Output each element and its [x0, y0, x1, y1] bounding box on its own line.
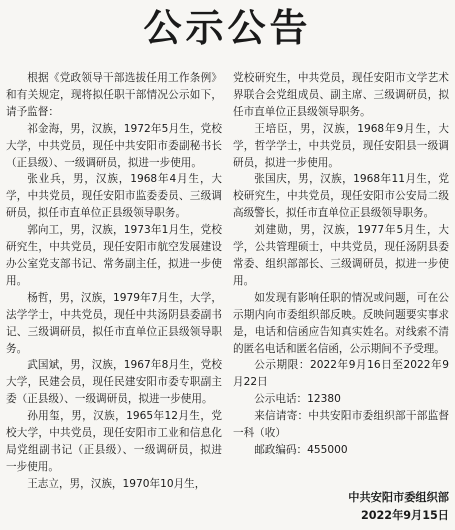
candidate-paragraph: 刘建勋，男，汉族，1977年5月生，大学，公共管理硕士，中共党员，现任汤阴县委常委、组织部部长、三级调研员，拟进一步使用。 [233, 224, 449, 287]
notice-paragraph: 如发现有影响任职的情况或问题，可在公示期内向市委组织部反映。反映问题要实事求是，电话和信函应告知真实姓名。对线索不清的匿名电话和匿名信函，公示期间不予受理。 [233, 291, 449, 355]
page-title: 公示公告 [143, 5, 312, 50]
left-column [6, 70, 222, 493]
candidate-paragraph: 孙用玺，男，汉族，1965年12月生，党校大学，中共党员，现任安阳市工业和信息化局党组副书记（正县级）、一级调研员，拟进一步使用。 [6, 410, 222, 473]
candidate-paragraph: 杨哲，男，汉族，1979年7月生，大学，法学学士，中共党员，现任中共汤阴县委副书记、三级调研员，拟任市直单位正县级领导职务。 [6, 291, 222, 355]
publicity-period: 公示期限：2022年9月16日至2022年9月22日 [233, 359, 449, 389]
publicity-phone: 公示电话：12380 [254, 393, 341, 406]
mailing-address: 来信请寄：中共安阳市委组织部干部监督一科（收） [233, 410, 449, 440]
candidate-paragraph: 王培臣，男，汉族，1968年9月生，大学，哲学学士，中共党员，现任安阳县一级调研员，拟进一步使用。 [233, 122, 449, 169]
signature-date: 2022年9月15日 [360, 509, 449, 522]
candidate-continuation: 党校研究生，中共党员，现任安阳市文学艺术界联合会党组成员、副主席、三级调研员，拟任市直单位正县级领导职务。 [233, 72, 449, 118]
candidate-paragraph: 祁金海，男，汉族，1972年5月生，党校大学，中共党员，现任中共安阳市委副秘书长（正县级）、一级调研员，拟进一步使用。 [6, 122, 222, 169]
candidate-paragraph: 张业兵，男，汉族，1968年4月生，大学，中共党员，现任安阳市监委委员、三级调研员，拟任市直单位正县级领导职务。 [6, 173, 222, 220]
intro-paragraph: 根据《党政领导干部选拔任用工作条例》和有关规定，现将拟任职干部情况公示如下，请予监督： [6, 72, 222, 118]
candidate-paragraph: 王志立，男，汉族，1970年10月生， [27, 477, 206, 490]
postal-code: 邮政编码：455000 [254, 443, 348, 456]
signature-org: 中共安阳市委组织部 [348, 491, 449, 504]
right-column [233, 70, 449, 459]
candidate-paragraph: 郭向工，男，汉族，1973年1月生，党校研究生，中共党员，现任安阳市航空发展建设办公室党支部书记、常务副主任，拟进一步使用。 [6, 224, 222, 287]
candidate-paragraph: 武国斌，男，汉族，1967年8月生，党校大学，民建会员，现任民建安阳市委专职副主委（正县级）、一级调研员，拟进一步使用。 [6, 359, 222, 406]
candidate-paragraph: 张国庆，男，汉族，1968年11月生，党校研究生，中共党员，现任安阳市公安局二级高级警长，拟任市直单位正县级领导职务。 [233, 173, 449, 220]
